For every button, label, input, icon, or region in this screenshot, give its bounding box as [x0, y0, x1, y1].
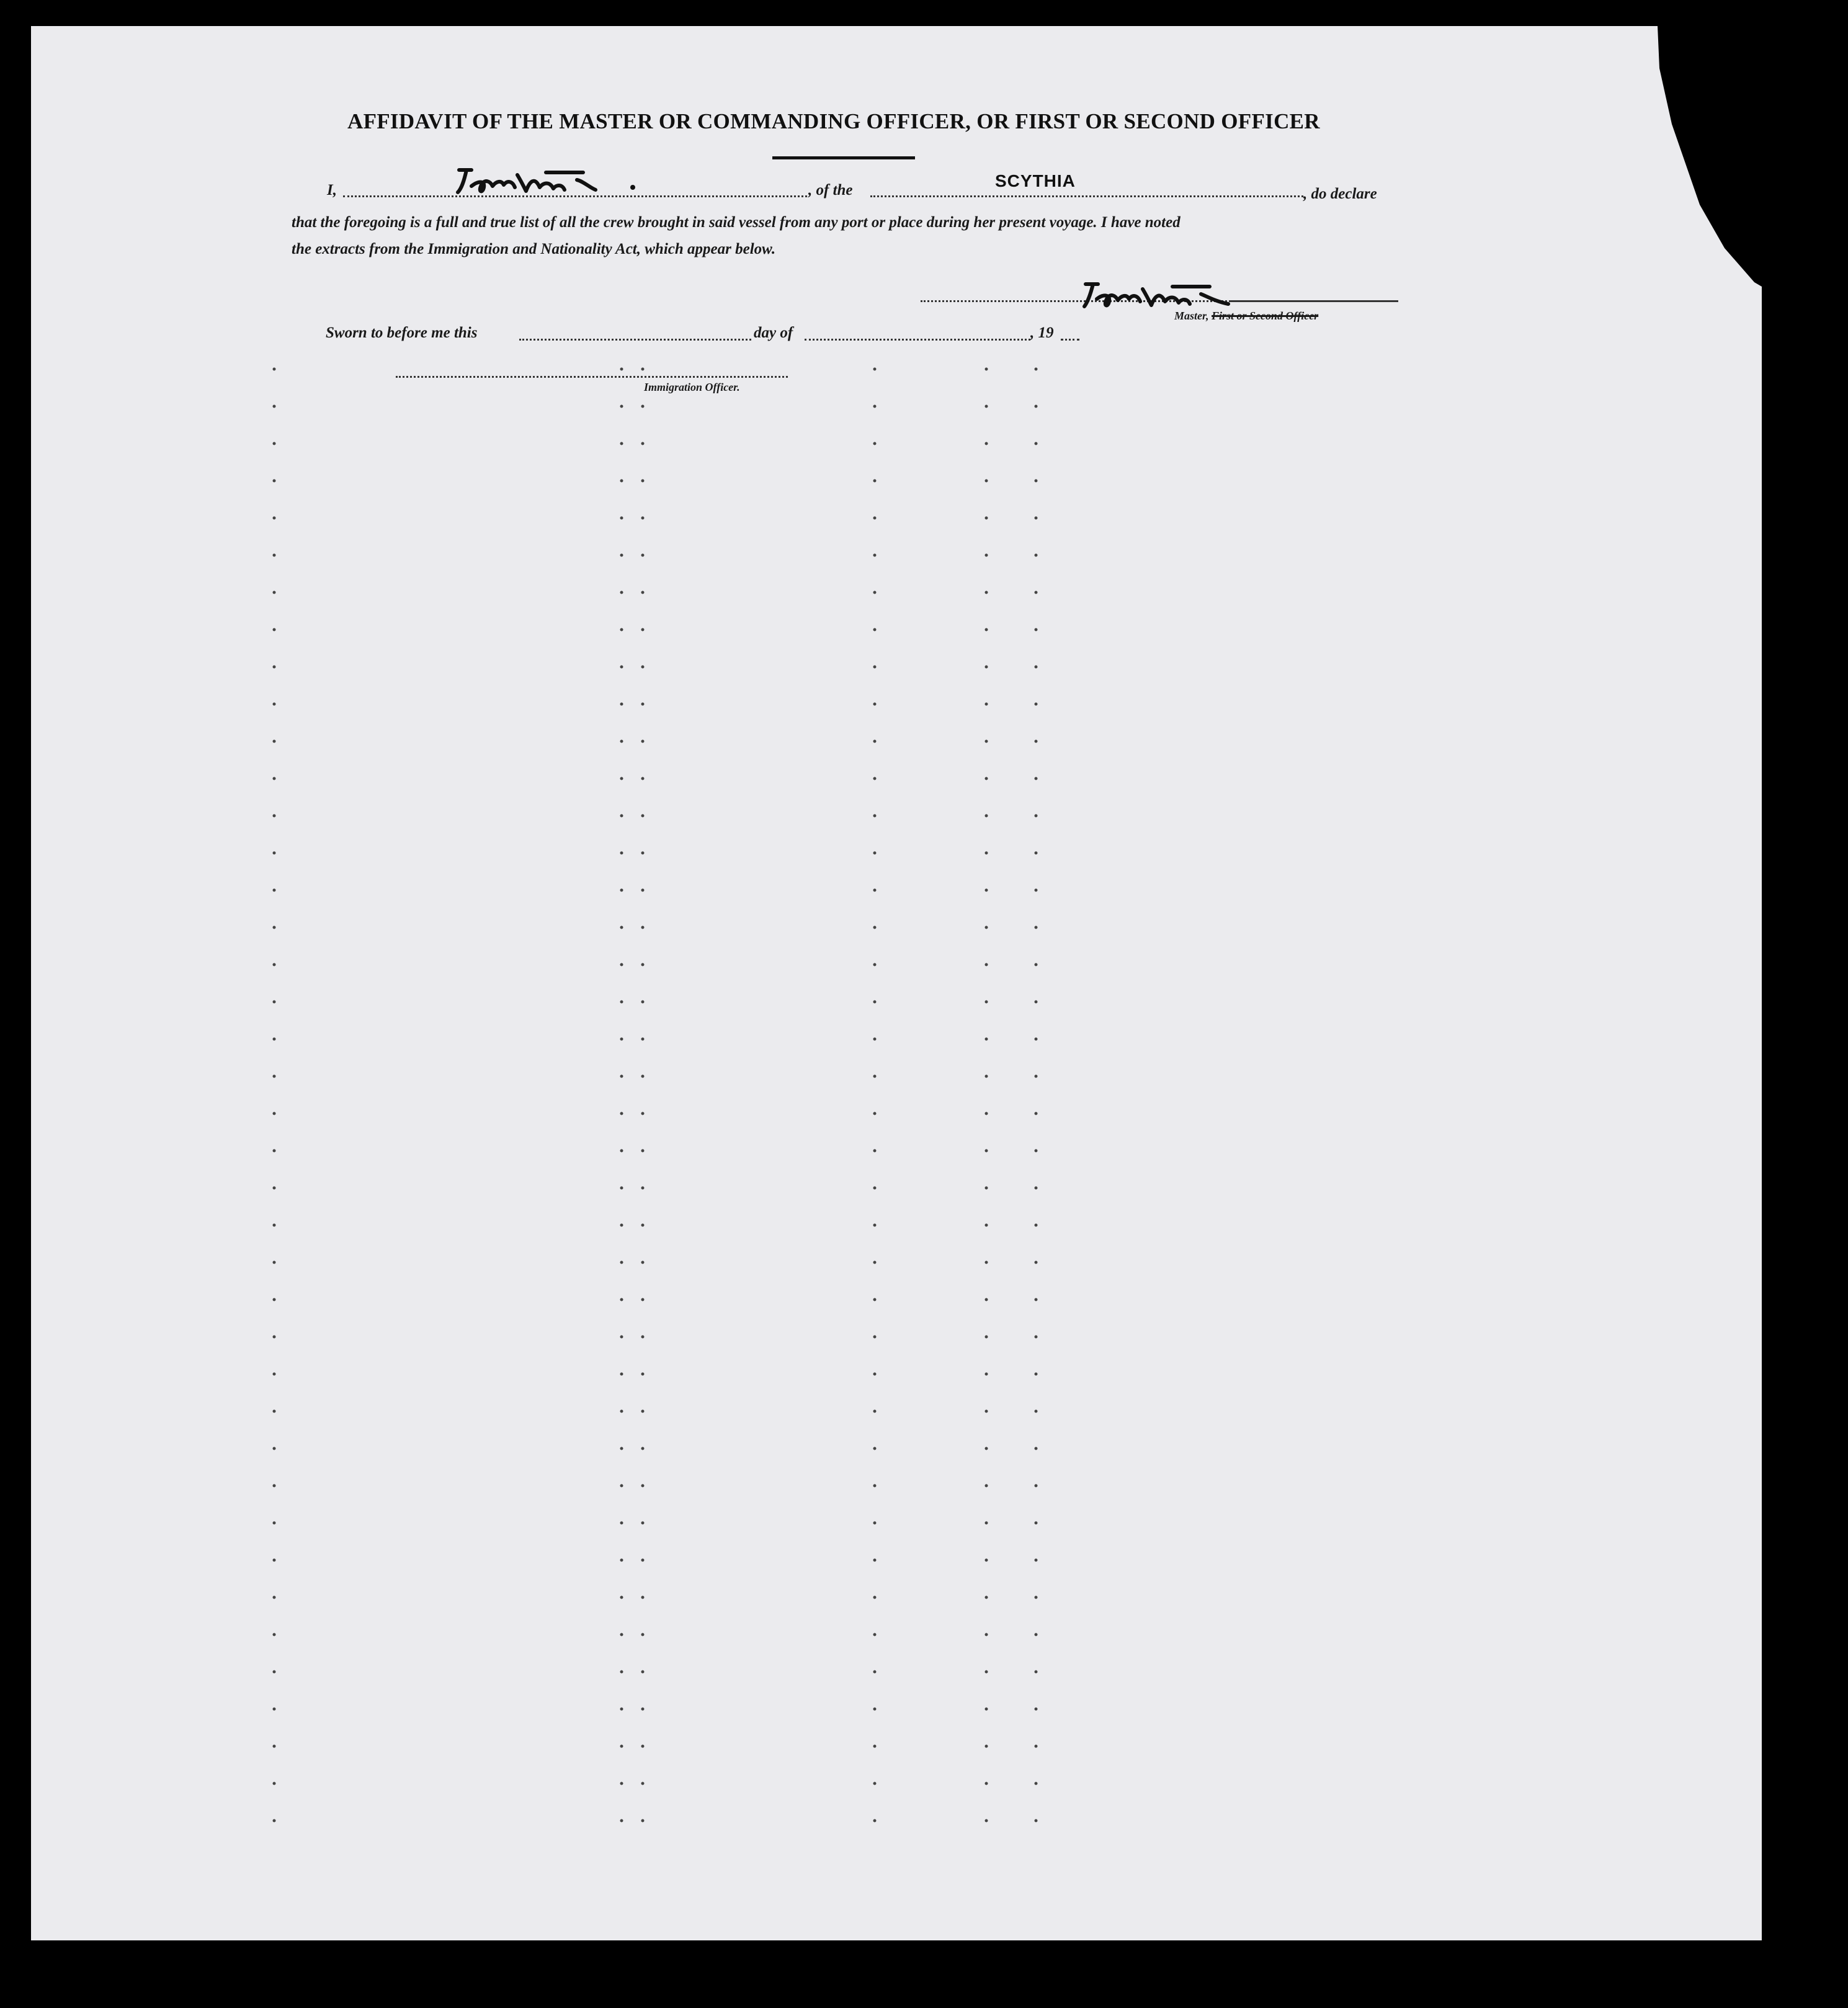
faint-dot [620, 442, 623, 445]
faint-dot [620, 1410, 623, 1413]
faint-dot [873, 1298, 877, 1301]
faint-dot [1035, 1522, 1038, 1525]
faint-dot [985, 1782, 988, 1785]
faint-dot [1035, 926, 1038, 929]
faint-dot [985, 1819, 988, 1823]
faint-dot [985, 405, 988, 408]
master-title-label [1174, 310, 1318, 323]
declaration-line-2: that the foregoing is a full and true list of all the crew brought in said vessel from any port or place during her present voyage. I have noted [292, 214, 1181, 231]
faint-dot [273, 1038, 276, 1041]
faint-dot [641, 1261, 645, 1264]
faint-dot [1035, 740, 1038, 743]
faint-dot [873, 405, 877, 408]
faint-dot [985, 554, 988, 557]
faint-dot [873, 1224, 877, 1227]
faint-dot [641, 405, 645, 408]
faint-dot [873, 1038, 877, 1041]
faint-dot [641, 1298, 645, 1301]
faint-dot [985, 963, 988, 966]
faint-dot [1035, 1187, 1038, 1190]
faint-dot [273, 1112, 276, 1115]
faint-dot [985, 1484, 988, 1488]
handwritten-signature-name [453, 163, 651, 200]
faint-dot [273, 1596, 276, 1599]
faint-dot [620, 1782, 623, 1785]
faint-dot [873, 1075, 877, 1078]
faint-dot [1035, 405, 1038, 408]
faint-dot [1035, 1708, 1038, 1711]
faint-dot [620, 1819, 623, 1823]
faint-dot [873, 1410, 877, 1413]
faint-dot [1035, 1819, 1038, 1823]
faint-dot [641, 926, 645, 929]
faint-dot [985, 1298, 988, 1301]
faint-dot [641, 1112, 645, 1115]
faint-dot [620, 889, 623, 892]
faint-dot [1035, 666, 1038, 669]
faint-dot [985, 1410, 988, 1413]
faint-dot [873, 1782, 877, 1785]
faint-dot [1035, 852, 1038, 855]
faint-dot [985, 1745, 988, 1748]
faint-dot [1035, 1001, 1038, 1004]
faint-dot [1035, 368, 1038, 371]
faint-dot [273, 1001, 276, 1004]
faint-dot [873, 480, 877, 483]
faint-dot [985, 666, 988, 669]
faint-dot [641, 852, 645, 855]
faint-dot [641, 1559, 645, 1562]
faint-dot [873, 591, 877, 594]
sworn-month-blank [805, 339, 1030, 341]
faint-dot [641, 963, 645, 966]
faint-dot [985, 703, 988, 706]
faint-dot [641, 1075, 645, 1078]
faint-dot [1035, 1373, 1038, 1376]
faint-dot [641, 1187, 645, 1190]
faint-dot [1035, 1112, 1038, 1115]
faint-dot [985, 1149, 988, 1153]
officer-signature-line [396, 376, 788, 378]
faint-dot [985, 814, 988, 818]
faint-dot [1035, 963, 1038, 966]
faint-dot [273, 405, 276, 408]
faint-dot [641, 1745, 645, 1748]
faint-dot [273, 1447, 276, 1450]
faint-dot [620, 628, 623, 631]
faint-dot [1035, 1559, 1038, 1562]
faint-dot [620, 963, 623, 966]
faint-dot [273, 666, 276, 669]
faint-dot [1035, 1671, 1038, 1674]
faint-dot [985, 517, 988, 520]
faint-dot [620, 1671, 623, 1674]
faint-dot [985, 1671, 988, 1674]
declaration-prefix: I, [327, 182, 337, 199]
immigration-officer-label: Immigration Officer. [644, 381, 740, 393]
faint-dot [620, 480, 623, 483]
faint-dot [620, 1001, 623, 1004]
faint-dot [641, 628, 645, 631]
faint-dot [273, 1633, 276, 1636]
faint-dot [985, 480, 988, 483]
faint-dot [620, 1336, 623, 1339]
faint-dot [641, 703, 645, 706]
faint-dot [641, 480, 645, 483]
faint-dot [620, 1596, 623, 1599]
faint-dot [985, 1373, 988, 1376]
faint-dot [1035, 1745, 1038, 1748]
faint-dot [273, 703, 276, 706]
faint-dot [273, 480, 276, 483]
faint-dot [641, 1633, 645, 1636]
faint-dot [985, 1001, 988, 1004]
faint-dot [1035, 1261, 1038, 1264]
faint-dot [620, 405, 623, 408]
faint-dot [620, 517, 623, 520]
faint-dot [273, 1708, 276, 1711]
faint-dot [873, 740, 877, 743]
faint-dot [641, 368, 645, 371]
declaration-line-3: the extracts from the Immigration and Nationality Act, which appear below. [292, 241, 776, 257]
faint-dot [620, 1633, 623, 1636]
faint-dot [273, 1075, 276, 1078]
faint-dot [985, 889, 988, 892]
faint-dot [273, 1336, 276, 1339]
faint-dot [873, 1484, 877, 1488]
faint-dot [1035, 1149, 1038, 1153]
faint-dot [620, 1484, 623, 1488]
faint-dot [641, 517, 645, 520]
faint-dot [1035, 517, 1038, 520]
faint-dot [1035, 591, 1038, 594]
faint-dot [273, 1373, 276, 1376]
faint-dot [985, 591, 988, 594]
faint-dot [641, 1149, 645, 1153]
faint-dot [1035, 703, 1038, 706]
faint-dot [1035, 1298, 1038, 1301]
faint-dot [620, 1559, 623, 1562]
faint-dot [1035, 1410, 1038, 1413]
faint-dot [873, 1373, 877, 1376]
faint-dot [985, 926, 988, 929]
faint-dot [873, 1149, 877, 1153]
faint-dot [620, 1075, 623, 1078]
faint-dot [985, 1336, 988, 1339]
faint-dot [273, 926, 276, 929]
faint-dot [873, 1447, 877, 1450]
faint-dot [873, 963, 877, 966]
do-declare-label: , do declare [1303, 185, 1377, 202]
faint-dot [873, 368, 877, 371]
faint-dot [641, 1447, 645, 1450]
faint-dot [273, 1187, 276, 1190]
faint-dot [273, 963, 276, 966]
faint-dot [1035, 1596, 1038, 1599]
faint-dot [873, 1559, 877, 1562]
faint-dot [1035, 442, 1038, 445]
sworn-day-blank [519, 339, 751, 341]
faint-dot [985, 1708, 988, 1711]
faint-dot [985, 1447, 988, 1450]
faint-dot [985, 1038, 988, 1041]
faint-dot [873, 666, 877, 669]
faint-dot [873, 1708, 877, 1711]
faint-dot [985, 442, 988, 445]
faint-dot [641, 591, 645, 594]
vessel-name: SCYTHIA [995, 171, 1076, 190]
faint-dot [641, 1596, 645, 1599]
faint-dot [620, 814, 623, 818]
faint-dot [873, 926, 877, 929]
faint-dot [873, 1112, 877, 1115]
faint-dot [273, 889, 276, 892]
faint-dot [641, 814, 645, 818]
faint-dot [985, 1261, 988, 1264]
faint-dot [985, 777, 988, 780]
faint-dot [620, 703, 623, 706]
faint-dot [620, 1112, 623, 1115]
faint-dot [1035, 777, 1038, 780]
faint-dot [873, 442, 877, 445]
faint-dot [273, 1298, 276, 1301]
sworn-prefix: Sworn to before me this [326, 324, 478, 341]
faint-dot [620, 1187, 623, 1190]
faint-dot [273, 1410, 276, 1413]
struck-officer-label: First or Second Officer [1212, 310, 1319, 322]
master-label: Master, [1174, 310, 1209, 322]
faint-dot [641, 1001, 645, 1004]
faint-dot [620, 1224, 623, 1227]
faint-dot [1035, 628, 1038, 631]
faint-dot [873, 1261, 877, 1264]
faint-dot [641, 1708, 645, 1711]
faint-dot [985, 1633, 988, 1636]
faint-dot [620, 368, 623, 371]
faint-dot [641, 1038, 645, 1041]
faint-dot [273, 814, 276, 818]
faint-dot [273, 591, 276, 594]
faint-dot [620, 1038, 623, 1041]
faint-dot [985, 628, 988, 631]
faint-dot [273, 1745, 276, 1748]
faint-dot [641, 1671, 645, 1674]
faint-dot [873, 814, 877, 818]
faint-dot [273, 1484, 276, 1488]
of-the-label: , of the [808, 182, 853, 199]
faint-dot [873, 1633, 877, 1636]
faint-dot [641, 1373, 645, 1376]
faint-dot [1035, 480, 1038, 483]
faint-dot [985, 740, 988, 743]
faint-dot [273, 777, 276, 780]
faint-dot [873, 1187, 877, 1190]
faint-dot [641, 1484, 645, 1488]
affidavit-title: AFFIDAVIT OF THE MASTER OR COMMANDING OFFICER, OR FIRST OR SECOND OFFICER [347, 109, 1320, 133]
faint-dot [273, 852, 276, 855]
faint-dot [273, 442, 276, 445]
faint-dot [620, 666, 623, 669]
faint-dot [1035, 814, 1038, 818]
faint-dot [985, 1224, 988, 1227]
faint-dot [873, 1596, 877, 1599]
faint-dot [641, 1522, 645, 1525]
paper-sheet [31, 26, 1762, 1940]
faint-dot [641, 1224, 645, 1227]
faint-dot [620, 591, 623, 594]
faint-dot [273, 1522, 276, 1525]
faint-dot [985, 1075, 988, 1078]
faint-dot [273, 628, 276, 631]
faint-dot [273, 517, 276, 520]
faint-dot [620, 926, 623, 929]
faint-dot [1035, 1038, 1038, 1041]
faint-dot [620, 1447, 623, 1450]
faint-dot [1035, 1782, 1038, 1785]
faint-dot [873, 1671, 877, 1674]
faint-dot [620, 1298, 623, 1301]
faint-dot [985, 1559, 988, 1562]
faint-dot [620, 740, 623, 743]
faint-dot [620, 1522, 623, 1525]
title-underline [772, 156, 915, 159]
faint-dot [1035, 1224, 1038, 1227]
faint-dot [273, 554, 276, 557]
faint-dot [1035, 889, 1038, 892]
faint-dot [273, 1224, 276, 1227]
faint-dot [873, 517, 877, 520]
vessel-blank-line [870, 195, 1303, 197]
faint-dot [1035, 1633, 1038, 1636]
faint-dot [1035, 1484, 1038, 1488]
faint-dot [1035, 1075, 1038, 1078]
faint-dot [620, 1261, 623, 1264]
faint-dot [985, 852, 988, 855]
faint-dot [873, 703, 877, 706]
faint-dot [985, 1112, 988, 1115]
faint-dot [641, 554, 645, 557]
faint-dot [985, 1187, 988, 1190]
faint-dot [873, 852, 877, 855]
faint-dot [273, 1819, 276, 1823]
faint-dot [641, 889, 645, 892]
faint-dot [620, 554, 623, 557]
faint-dot [620, 852, 623, 855]
faint-dot [620, 1745, 623, 1748]
faint-dot [273, 740, 276, 743]
faint-dot [873, 1522, 877, 1525]
faint-dot [873, 1001, 877, 1004]
faint-dot [273, 1671, 276, 1674]
faint-dot [641, 1410, 645, 1413]
faint-dot [873, 628, 877, 631]
faint-dot [641, 1819, 645, 1823]
year-prefix: , 19 [1030, 324, 1054, 341]
faint-dot [641, 666, 645, 669]
faint-dot [873, 1819, 877, 1823]
faint-dot [273, 368, 276, 371]
faint-dot [641, 442, 645, 445]
faint-dot [873, 889, 877, 892]
master-signature-line [1231, 300, 1398, 302]
faint-dot [641, 777, 645, 780]
faint-dot [873, 1336, 877, 1339]
faint-dot [273, 1782, 276, 1785]
faint-dot [1035, 554, 1038, 557]
faint-dot [985, 1596, 988, 1599]
faint-dot [620, 777, 623, 780]
year-blank [1061, 339, 1079, 341]
faint-dot [273, 1261, 276, 1264]
faint-dot [985, 368, 988, 371]
faint-dot [1035, 1447, 1038, 1450]
day-of-label: day of [754, 324, 793, 341]
faint-dot [985, 1522, 988, 1525]
faint-dot [620, 1708, 623, 1711]
faint-dot [1035, 1336, 1038, 1339]
faint-dot [273, 1559, 276, 1562]
faint-dot [873, 777, 877, 780]
faint-dot [641, 1782, 645, 1785]
faint-dot [873, 1745, 877, 1748]
faint-dot [641, 1336, 645, 1339]
faint-dot [641, 740, 645, 743]
faint-dot [620, 1149, 623, 1153]
faint-dot [273, 1149, 276, 1153]
faint-dot [620, 1373, 623, 1376]
faint-dot [873, 554, 877, 557]
